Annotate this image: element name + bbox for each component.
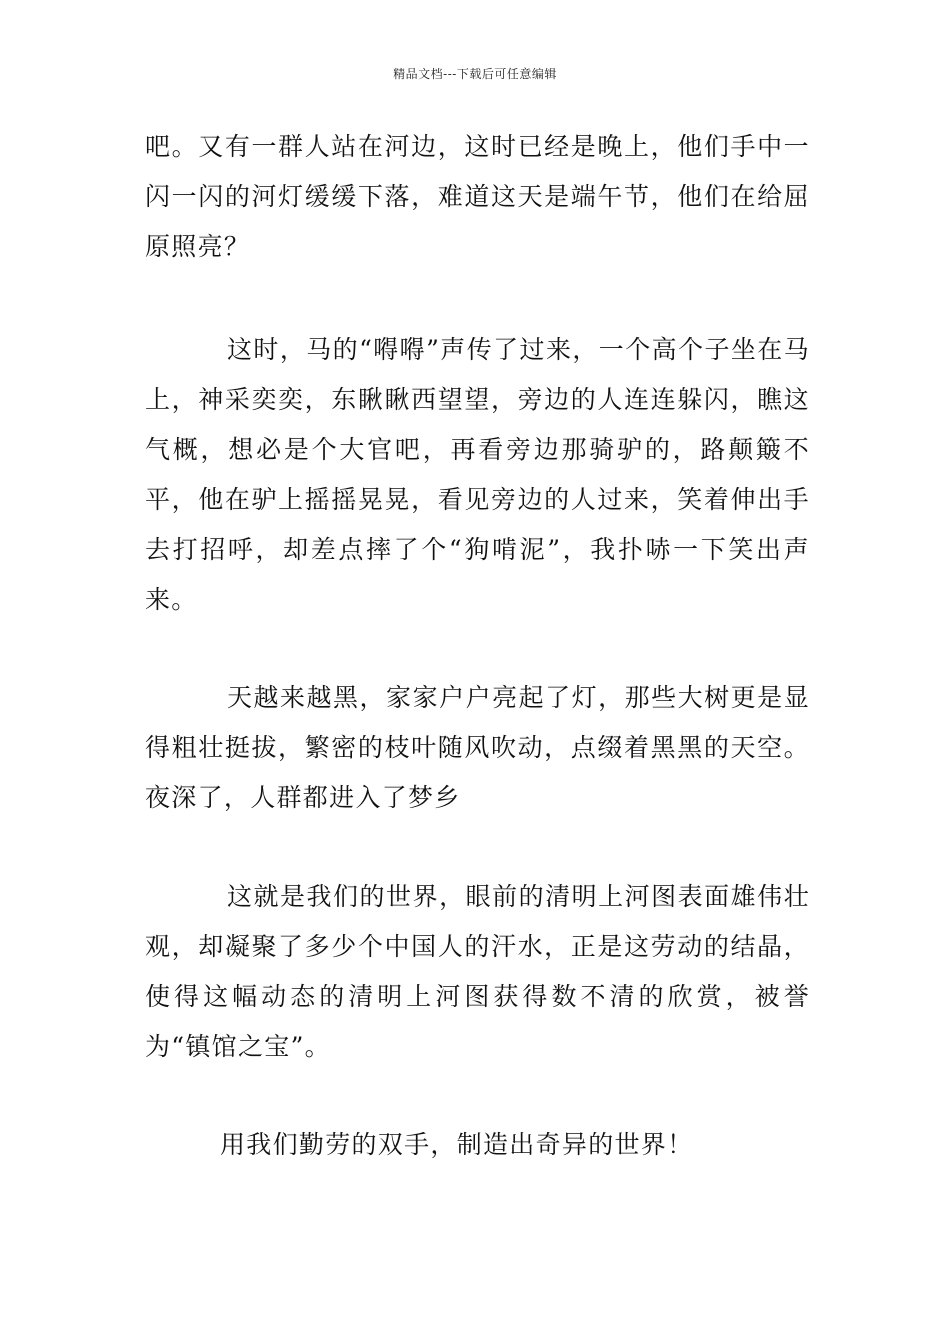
paragraph-3: 天越来越黑，家家户户亮起了灯，那些大树更是显得粗壮挺拔，繁密的枝叶随风吹动，点缀着黑黑的天空。夜深了，人群都进入了梦乡 (145, 683, 810, 812)
page-header: 精品文档---下载后可任意编辑 (393, 67, 557, 81)
paragraph-2: 这时，马的“嘚嘚”声传了过来，一个高个子坐在马上，神采奕奕，东瞅瞅西望望，旁边的人连连躲闪，瞧这气概，想必是个大官吧，再看旁边那骑驴的，路颠簸不平，他在驴上摇摇晃晃，看见旁边的人过来，笑着伸出手去打招呼，却差点摔了个“狗啃泥”，我扑哧一下笑出声来。 (145, 335, 810, 614)
paragraph-4: 这就是我们的世界，眼前的清明上河图表面雄伟壮观，却凝聚了多少个中国人的汗水，正是这劳动的结晶，使得这幅动态的清明上河图获得数不清的欣赏，被誉为“镇馆之宝”。 (145, 882, 810, 1061)
paragraph-5: 用我们勤劳的双手，制造出奇异的世界！ (220, 1130, 694, 1159)
paragraph-1: 吧。又有一群人站在河边，这时已经是晚上，他们手中一闪一闪的河灯缓缓下落，难道这天是端午节，他们在给屈原照亮？ (145, 132, 810, 261)
